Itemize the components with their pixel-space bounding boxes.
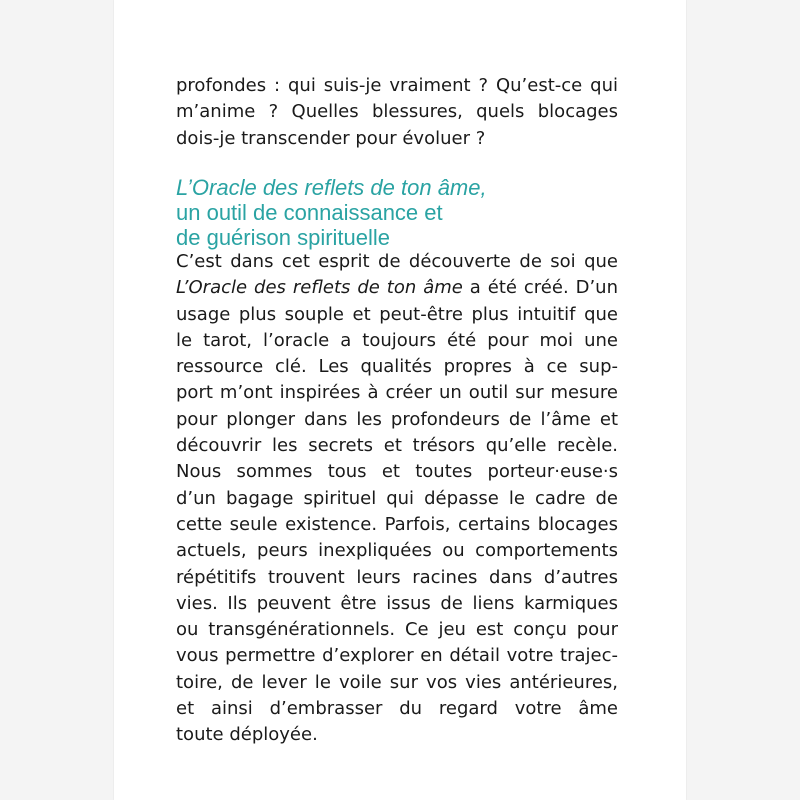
section-heading [176, 175, 618, 250]
body-line: répétitifs trouvent leurs racines dans d’autres [176, 566, 618, 588]
intro-paragraph [176, 73, 618, 152]
body-line: C’est dans cet esprit de découverte de soi que [176, 251, 618, 272]
body-line: ressource clé. Les qualités propres à ce sup- [176, 356, 618, 378]
body-line: Nous sommes tous et toutes porteur·euse·s [176, 461, 618, 483]
body-line: d’un bagage spirituel qui dépasse le cadre de [176, 487, 618, 509]
body-line: cette seule existence. Parfois, certains blocages [176, 513, 618, 535]
body-line: toire, de lever le voile sur vos vies antérieures, [176, 671, 618, 693]
body-line [176, 275, 618, 301]
heading-line: L’Oracle des reflets de ton âme, [176, 175, 487, 200]
body-line-text: a été créé. D’un [462, 277, 618, 299]
book-title-italic: L’Oracle des reflets de ton âme [176, 277, 463, 299]
intro-line: dois-je transcender pour évoluer ? [176, 127, 486, 149]
body-line: le tarot, l’oracle a toujours été pour moi une [176, 329, 618, 351]
body-line: vous permettre d’explorer en détail votre trajec- [176, 645, 618, 667]
body-line: découvrir les secrets et trésors qu’elle recèle. [176, 435, 618, 457]
heading-line: un outil de connaissance et [176, 200, 443, 225]
intro-line: profondes : qui suis-je vraiment ? Qu’est-ce qui [176, 75, 618, 96]
heading-line: de guérison spirituelle [176, 225, 391, 250]
body-line: ou transgénérationnels. Ce jeu est conçu pour [176, 619, 618, 641]
body-line: toute déployée. [176, 724, 318, 746]
body-line: vies. Ils peuvent être issus de liens karmiques [176, 592, 618, 614]
body-line: usage plus souple et peut-être plus intuitif que [176, 303, 618, 325]
body-line: et ainsi d’embrasser du regard votre âme [176, 698, 618, 720]
intro-line: m’anime ? Quelles blessures, quels blocages [176, 101, 618, 123]
body-line: pour plonger dans les profondeurs de l’âme et [176, 408, 618, 430]
body-paragraph [176, 249, 618, 749]
book-page [114, 0, 686, 800]
body-line: port m’ont inspirées à créer un outil sur mesure [176, 382, 618, 404]
body-line: actuels, peurs inexpliquées ou comportements [176, 540, 618, 562]
